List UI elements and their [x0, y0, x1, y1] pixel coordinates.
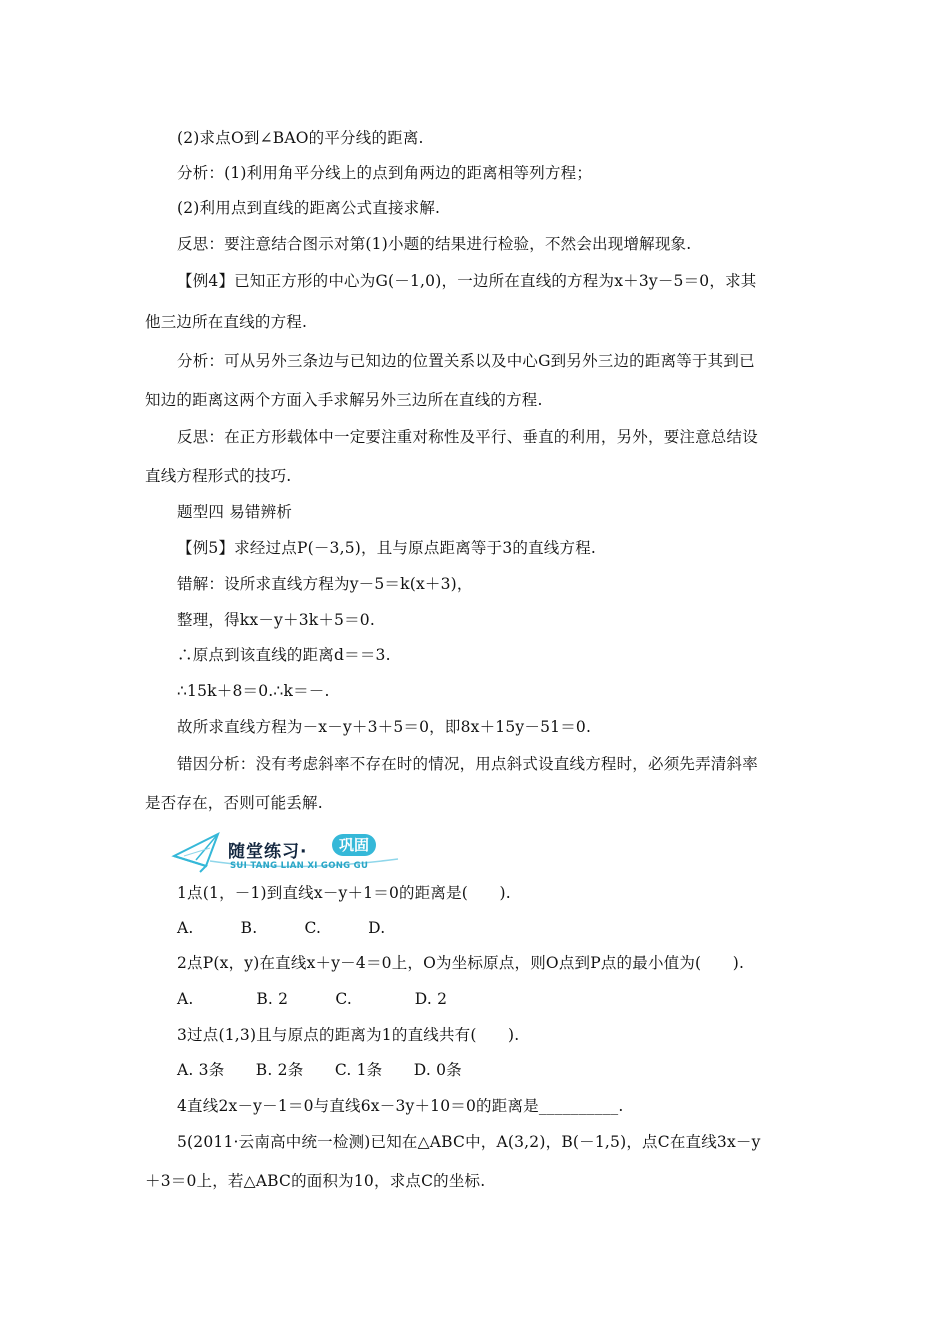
text-line: ∴15k＋8＝0.∴k＝－. [177, 682, 330, 700]
practice-banner [170, 826, 402, 874]
section-heading: 题型四 易错辨析 [177, 503, 293, 521]
question-5-continued: ＋3＝0上，若△ABC的面积为10，求点C的坐标. [145, 1172, 486, 1190]
text-line: 分析：(1)利用角平分线上的点到角两边的距离相等列方程； [177, 164, 593, 182]
text-line: (2)求点O到∠BAO的平分线的距离. [177, 129, 424, 147]
text-line: 反思：在正方形载体中一定要注重对称性及平行、垂直的利用，另外，要注意总结设 [177, 428, 758, 446]
text-line: (2)利用点到直线的距离公式直接求解. [177, 199, 441, 217]
question-2: 2点P(x，y)在直线x＋y－4＝0上，O为坐标原点，则O点到P点的最小值为( ). [177, 954, 745, 972]
text-line: 故所求直线方程为－x－y＋3＋5＝0，即8x＋15y－51＝0. [177, 718, 592, 736]
text-line: 是否存在，否则可能丢解. [145, 794, 323, 812]
question-3-options: A. 3条 B. 2条 C. 1条 D. 0条 [177, 1061, 462, 1079]
banner-pill: 巩固 [332, 834, 376, 856]
text-line: 直线方程形式的技巧. [145, 467, 292, 485]
text-line: 反思：要注意结合图示对第(1)小题的结果进行检验，不然会出现增解现象. [177, 235, 692, 253]
text-line: 整理，得kx－y＋3k＋5＝0. [177, 611, 375, 629]
text-line: 错因分析：没有考虑斜率不存在时的情况，用点斜式设直线方程时，必须先弄清斜率 [177, 755, 758, 773]
text-line: ∴原点到该直线的距离d＝＝3. [177, 646, 391, 664]
example-4-heading: 【例4】已知正方形的中心为G(－1,0)，一边所在直线的方程为x＋3y－5＝0，求其 [177, 272, 757, 290]
text-line: 知边的距离这两个方面入手求解另外三边所在直线的方程. [145, 391, 543, 409]
question-2-options: A. B. 2 C. D. 2 [177, 990, 448, 1008]
question-1: 1点(1，－1)到直线x－y＋1＝0的距离是( ). [177, 884, 511, 902]
question-5: 5(2011·云南高中统一检测)已知在△ABC中，A(3,2)，B(－1,5)，点C在直线3x－y [177, 1133, 761, 1151]
question-3: 3过点(1,3)且与原点的距离为1的直线共有( ). [177, 1026, 520, 1044]
text-line: 分析：可从另外三条边与已知边的位置关系以及中心G到另外三边的距离等于其到已 [177, 352, 755, 370]
banner-subtitle: SUI TANG LIAN XI GONG GU [230, 861, 369, 871]
question-4: 4直线2x－y－1＝0与直线6x－3y＋10＝0的距离是__________. [177, 1097, 624, 1115]
banner-title: 随堂练习· [228, 842, 308, 862]
question-1-options: A. B. C. D. [177, 919, 386, 937]
text-line: 他三边所在直线的方程. [145, 313, 308, 331]
example-5-heading: 【例5】求经过点P(－3,5)，且与原点距离等于3的直线方程. [177, 539, 597, 557]
text-line: 错解：设所求直线方程为y－5＝k(x＋3)， [177, 575, 473, 593]
